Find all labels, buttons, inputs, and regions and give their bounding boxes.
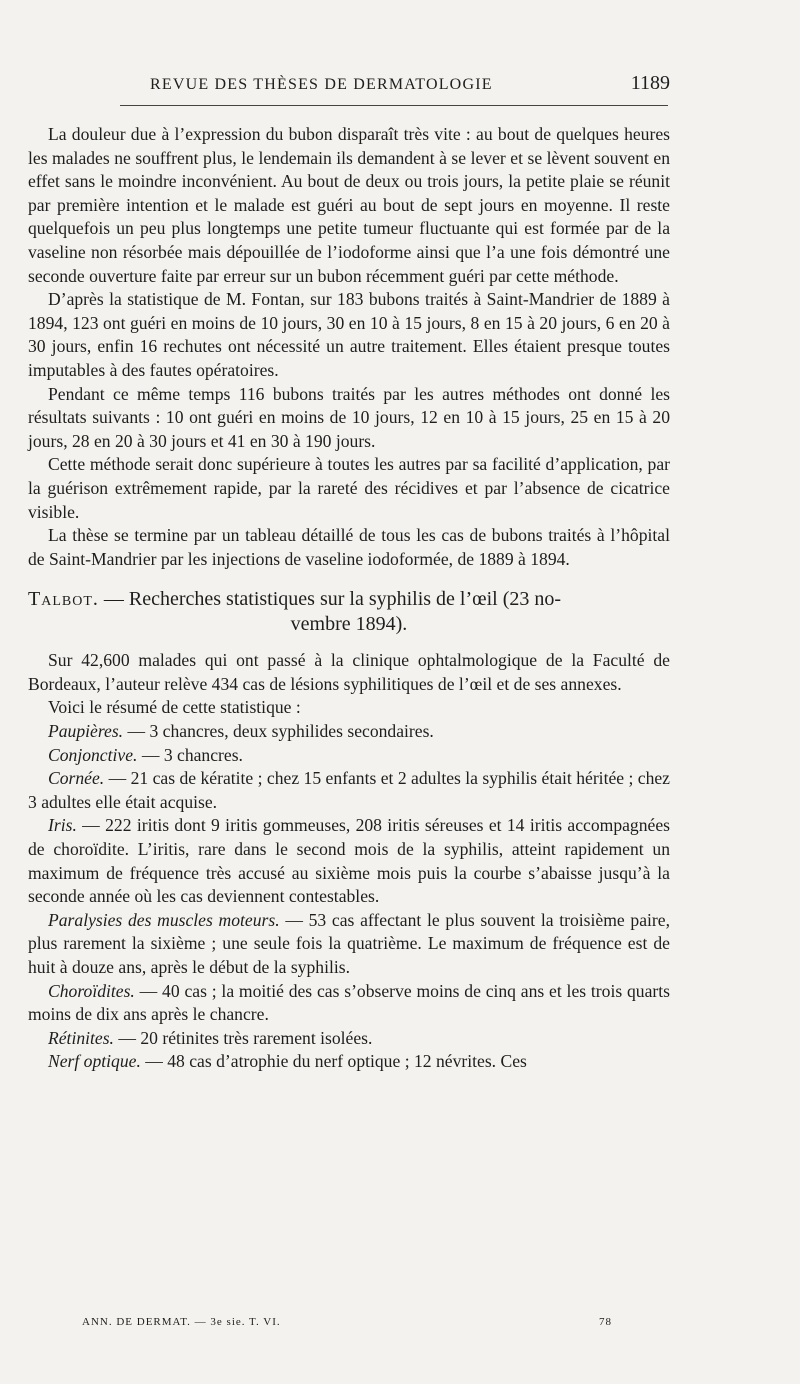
entry-text: — 21 cas de kératite ; chez 15 enfants et 2 adultes la syphilis était héritée ; chez 3 adultes elle était acquise. <box>28 768 670 812</box>
entry-label: Iris. <box>48 815 77 836</box>
paragraph: La douleur due à l’expression du bubon disparaît très vite : au bout de quelques heures les malades ne souffrent plus, le lendemain ils demandent à se lever et se lèvent souvent en effet sans le moindre inconvénient. Au bout de deux ou trois jours, la petite plaie se réunit par première intention et le malade est guéri au bout de sept jours en moyenne. Il reste quelquefois un peu plus longtemps une petite tumeur fluctuante qui est formée par de la vaseline non résorbée mais dépouillée de l’iodoforme ainsi que l’a une fois démontré une seconde ouverture faite par erreur sur un bubon récemment guéri par cette méthode. <box>28 124 670 286</box>
entry-label: Choroïdites. <box>48 980 135 1001</box>
entry-label: Conjonctive. <box>48 744 138 765</box>
paragraph: Pendant ce même temps 116 bubons traités par les autres méthodes ont donné les résultats suivants : 10 ont guéri en moins de 10 jours, 12 en 10 à 15 jours, 25 en 15 à 20 jours, 28 en 20 à 30 jours et 41 en 30 à 190 jours. <box>28 383 670 451</box>
paragraph: D’après la statistique de M. Fontan, sur 183 bubons traités à Saint-Mandrier de 1889 à 1894, 123 ont guéri en moins de 10 jours, 30 en 10 à 15 jours, 8 en 15 à 20 jours, 6 en 20 à 30 jours, enfin 16 rechutes ont nécessité un autre traitement. Elles étaient presque toutes imputables à des fautes opératoires. <box>28 289 670 380</box>
paragraph: Voici le résumé de cette statistique : <box>48 697 301 718</box>
section-author: Talbot. <box>28 588 99 611</box>
entry-text: — 40 cas ; la moitié des cas s’observe moins de cinq ans et les trois quarts moins de dix ans après le chancre. <box>28 980 670 1025</box>
entry-cornee <box>28 767 670 814</box>
page-footer <box>82 1316 612 1336</box>
entry-text: — 20 rétinites très rarement isolées. <box>113 1027 373 1048</box>
entry-label: Cornée. <box>48 768 105 789</box>
body-text <box>28 123 670 1074</box>
entry-text: — 222 iritis dont 9 iritis gommeuses, 208 iritis séreuses et 14 iritis accompagnées de choroïdite. L’iritis, rare dans le second mois de la syphilis, atteint rapidement un maximum de fréquence très accusé au sixième mois puis la courbe s’abaisse jusqu’à la seconde année où les cas deviennent contestables. <box>28 815 670 907</box>
entry-label: Nerf optique. <box>48 1051 141 1072</box>
section-title-line1: — Recherches statistiques sur la syphilis de l’œil (23 no- <box>98 588 562 611</box>
section-heading <box>28 587 670 637</box>
running-title: REVUE DES THÈSES DE DERMATOLOGIE <box>150 76 493 93</box>
entry-text: — 48 cas d’atrophie du nerf optique ; 12 névrites. Ces <box>140 1051 527 1072</box>
entry-nerf-optique <box>28 1050 670 1074</box>
entry-paupieres <box>28 720 670 744</box>
entry-paralysies <box>28 909 670 980</box>
running-header <box>120 72 670 102</box>
entry-label: Rétinites. <box>48 1027 114 1048</box>
entry-text: — 53 cas affectant le plus souvent la troisième paire, plus rarement la sixième ; une seule fois la quatrième. Le maximum de fréquence est de huit à douze ans, après le début de la syphilis. <box>28 909 670 977</box>
entry-text: — 3 chancres, deux syphilides secondaires. <box>123 721 434 742</box>
entry-choroidites <box>28 980 670 1027</box>
entry-retinites <box>28 1027 670 1051</box>
journal-signature: ANN. DE DERMAT. — 3e sie. T. VI. <box>82 1316 281 1328</box>
section-title-line2: vembre 1894). <box>290 613 408 636</box>
entry-label: Paupières. <box>48 721 124 742</box>
page-number: 1189 <box>630 72 670 94</box>
paragraph: Cette méthode serait donc supérieure à toutes les autres par sa facilité d’application, par la guérison extrêmement rapide, par la rareté des récidives et par l’absence de cicatrice visible. <box>28 454 670 522</box>
sheet-number: 78 <box>599 1316 612 1328</box>
entry-iris <box>28 814 670 908</box>
paragraph: Sur 42,600 malades qui ont passé à la clinique ophtalmologique de la Faculté de Bordeaux, l’auteur relève 434 cas de lésions syphilitiques de l’œil et de ses annexes. <box>28 650 670 694</box>
header-rule <box>120 105 668 106</box>
paragraph: La thèse se termine par un tableau détaillé de tous les cas de bubons traités à l’hôpital de Saint-Mandrier par les injections de vaseline iodoformée, de 1889 à 1894. <box>28 525 670 569</box>
entry-label: Paralysies des muscles moteurs. <box>48 909 280 930</box>
entry-text: — 3 chancres. <box>137 744 243 765</box>
entry-conjonctive <box>28 744 670 768</box>
